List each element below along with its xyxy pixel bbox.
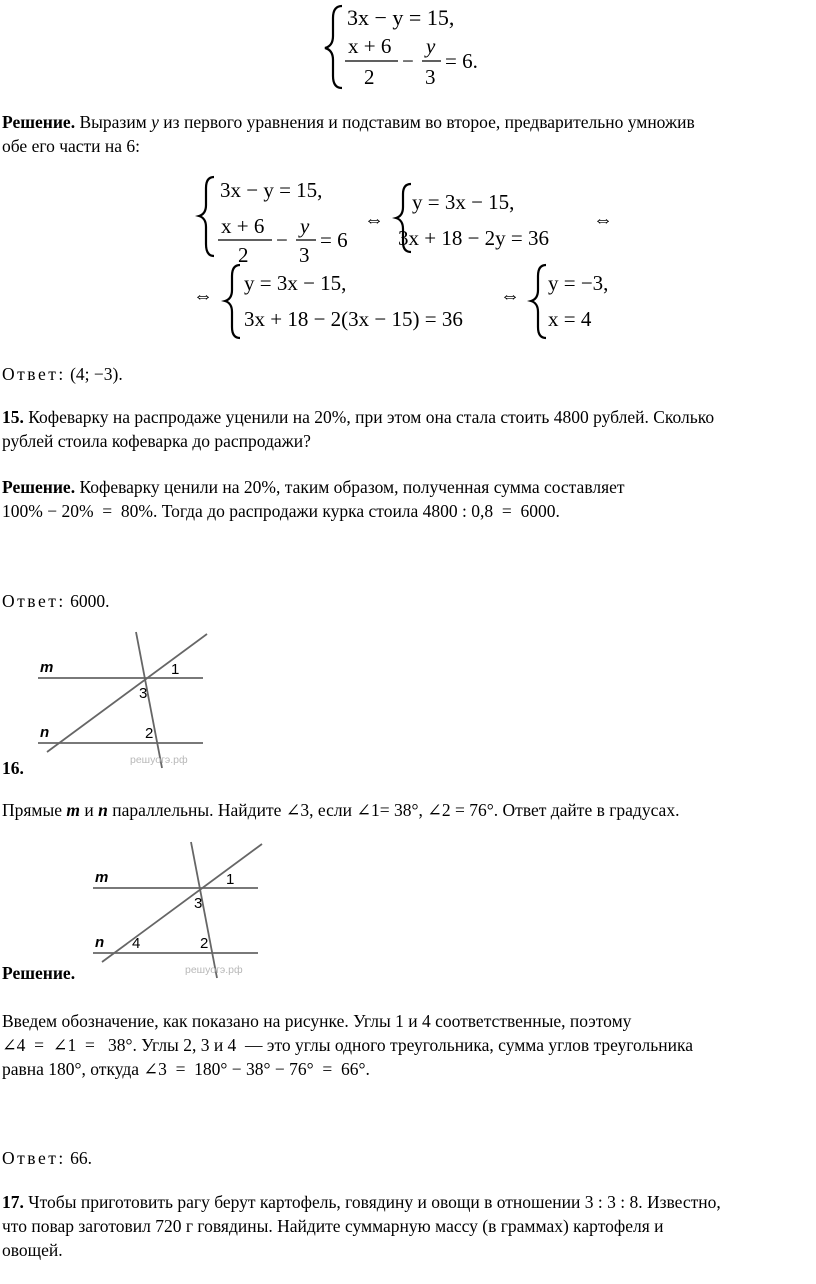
answer-label: Ответ:: [2, 591, 66, 611]
top-system-num1: x + 6: [348, 34, 392, 58]
solution-label: Решение.: [2, 112, 76, 132]
task-text: и: [80, 800, 99, 820]
answer-value: 66.: [65, 1148, 92, 1168]
task-number: 15.: [2, 407, 24, 427]
transversal-2: [47, 634, 207, 752]
task15-solution-line1: [2, 475, 812, 499]
task-text: Кофеварку на распродаже уценили на 20%, при этом она стала стоить 4800 рублей. Сколько: [23, 407, 715, 427]
task16-solution-line2: ∠4 = ∠1 = 38°. Углы 2, 3 и 4 — это углы одного треугольника, сумма углов треугольника: [2, 1035, 693, 1055]
parallel-lines-figure-solution: [93, 842, 262, 978]
task-text: параллельны. Найдите ∠3, если ∠1= 38°, ∠2 = 76°. Ответ дайте в градусах.: [107, 800, 680, 820]
task14-solution-line2: обе его части на 6:: [2, 136, 141, 156]
task15-text-line2: рублей стоила кофеварка до распродажи?: [2, 431, 311, 451]
task17-text-line1: [2, 1190, 812, 1214]
task16-solution-line1: Введем обозначение, как показано на рисунке. Углы 1 и 4 соответственные, поэтому: [2, 1011, 632, 1031]
answer-value: (4; −3).: [65, 364, 123, 384]
system-brace: [199, 177, 214, 256]
task17-text-line2: что повар заготовил 720 г говядины. Найдите суммарную массу (в граммах) картофеля и: [2, 1216, 664, 1236]
eq1-num2: y: [300, 214, 310, 238]
equiv-symbol: ⇔: [364, 209, 384, 231]
eq1-den1: 2: [238, 243, 249, 267]
top-system-den1: 2: [364, 65, 375, 89]
angle-label-3: 3: [139, 685, 148, 702]
task15-answer: [2, 589, 812, 613]
task16-text: [2, 798, 812, 822]
system-brace: [225, 265, 240, 338]
eq1-line1: 3x − y = 15,: [220, 178, 323, 202]
solution-text: Выразим: [75, 112, 152, 132]
var-m: m: [66, 800, 81, 820]
task-number: 16.: [2, 758, 24, 778]
task16-solution-label: [2, 961, 812, 985]
top-system-rhs: = 6.: [445, 49, 478, 73]
top-system-minus: −: [402, 49, 414, 73]
task16-solution-line3: равна 180°, откуда ∠3 = 180° − 38° − 76° = 66°.: [2, 1059, 370, 1079]
var-n: n: [98, 800, 108, 820]
angle-label-1: 1: [226, 871, 235, 888]
system-brace: [531, 265, 546, 338]
task15-text-line1: [2, 405, 812, 429]
answer-label: Ответ:: [2, 364, 66, 384]
eq3-line2: 3x + 18 − 2(3x − 15) = 36: [244, 307, 463, 331]
label-n: n: [95, 934, 105, 951]
angle-label-3: 3: [194, 895, 203, 912]
task-number: 17.: [2, 1192, 24, 1212]
eq2-line2: 3x + 18 − 2y = 36: [398, 226, 550, 250]
watermark: решуогэ.рф: [130, 754, 188, 766]
eq1-rhs: = 6: [320, 228, 348, 252]
task15-solution-line2: 100% − 20% = 80%. Тогда до распродажи курка стоила 4800 : 0,8 = 6000.: [2, 501, 560, 521]
task16-number: [2, 756, 812, 780]
solution-label: Решение.: [2, 477, 76, 497]
eq4-line1: y = −3,: [548, 271, 609, 295]
task14-solution-line1: [2, 110, 812, 134]
solution-label: Решение.: [2, 963, 76, 983]
system-brace: [325, 6, 342, 88]
solution-text: из первого уравнения и подставим во второе, предварительно умножив: [158, 112, 695, 132]
solution-text: Кофеварку ценили на 20%, таким образом, полученная сумма составляет: [75, 477, 625, 497]
task14-answer: [2, 362, 812, 386]
label-n: n: [40, 724, 50, 741]
answer-value: 6000.: [65, 591, 110, 611]
top-system-num2: y: [426, 34, 436, 58]
equiv-symbol: ⇔: [593, 209, 613, 231]
task17-text-line3: овощей.: [2, 1240, 63, 1260]
eq2-line1: y = 3x − 15,: [412, 190, 515, 214]
eq1-den2: 3: [299, 243, 310, 267]
eq3-line1: y = 3x − 15,: [244, 271, 347, 295]
task-text: Чтобы приготовить рагу берут картофель, говядину и овощи в отношении 3 : 3 : 8. Известно,: [23, 1192, 721, 1212]
angle-label-2: 2: [145, 725, 154, 742]
transversal-2: [102, 844, 262, 962]
label-m: m: [95, 869, 109, 886]
angle-label-4: 4: [132, 935, 141, 952]
equiv-symbol: ⇔: [500, 285, 520, 307]
eq1-num1: x + 6: [221, 214, 265, 238]
equiv-symbol: ⇔: [193, 285, 213, 307]
eq1-minus: −: [276, 228, 288, 252]
label-m: m: [40, 659, 54, 676]
parallel-lines-figure: [38, 632, 207, 768]
top-system-line1: 3x − y = 15,: [347, 5, 455, 30]
eq4-line2: x = 4: [548, 307, 592, 331]
watermark: решуогэ.рф: [185, 964, 243, 976]
solution-var: y: [151, 112, 159, 132]
top-system-den2: 3: [425, 65, 436, 89]
task16-answer: [2, 1146, 812, 1170]
angle-label-1: 1: [171, 661, 180, 678]
answer-label: Ответ:: [2, 1148, 66, 1168]
task-text: Прямые: [2, 800, 67, 820]
angle-label-2: 2: [200, 935, 209, 952]
